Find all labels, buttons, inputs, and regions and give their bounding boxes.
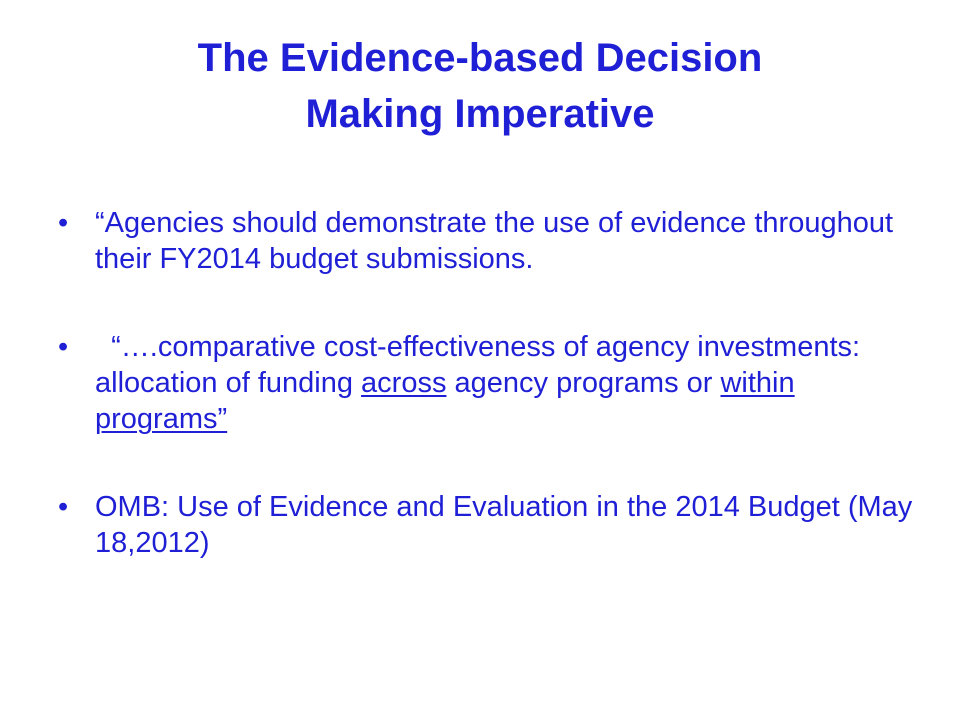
bullet-icon: • xyxy=(58,491,69,523)
bullet-text: “Agencies should demonstrate the use of evidence throughout their FY2014 budget submissions. xyxy=(95,207,894,275)
bullet-icon: • xyxy=(58,331,69,363)
bullet-list xyxy=(58,205,918,561)
bullet-item-omb-source xyxy=(58,489,918,561)
bullet-text-part: agency programs or xyxy=(446,367,721,399)
slide-title xyxy=(60,30,900,142)
underlined-text-within-programs: within programs” xyxy=(95,367,795,435)
bullet-item-agencies-quote xyxy=(58,205,918,277)
bullet-text: OMB: Use of Evidence and Evaluation in the 2014 Budget (May 18,2012) xyxy=(95,491,913,559)
bullet-item-cost-effectiveness xyxy=(58,329,918,437)
title-line-1: The Evidence-based Decision xyxy=(197,36,763,80)
title-line-2: Making Imperative xyxy=(305,92,655,136)
bullet-text-part: “….comparative cost-effectiveness of agency investments: allocation of funding xyxy=(95,331,869,399)
bullet-icon: • xyxy=(58,207,69,239)
underlined-text-across: across xyxy=(361,367,447,399)
